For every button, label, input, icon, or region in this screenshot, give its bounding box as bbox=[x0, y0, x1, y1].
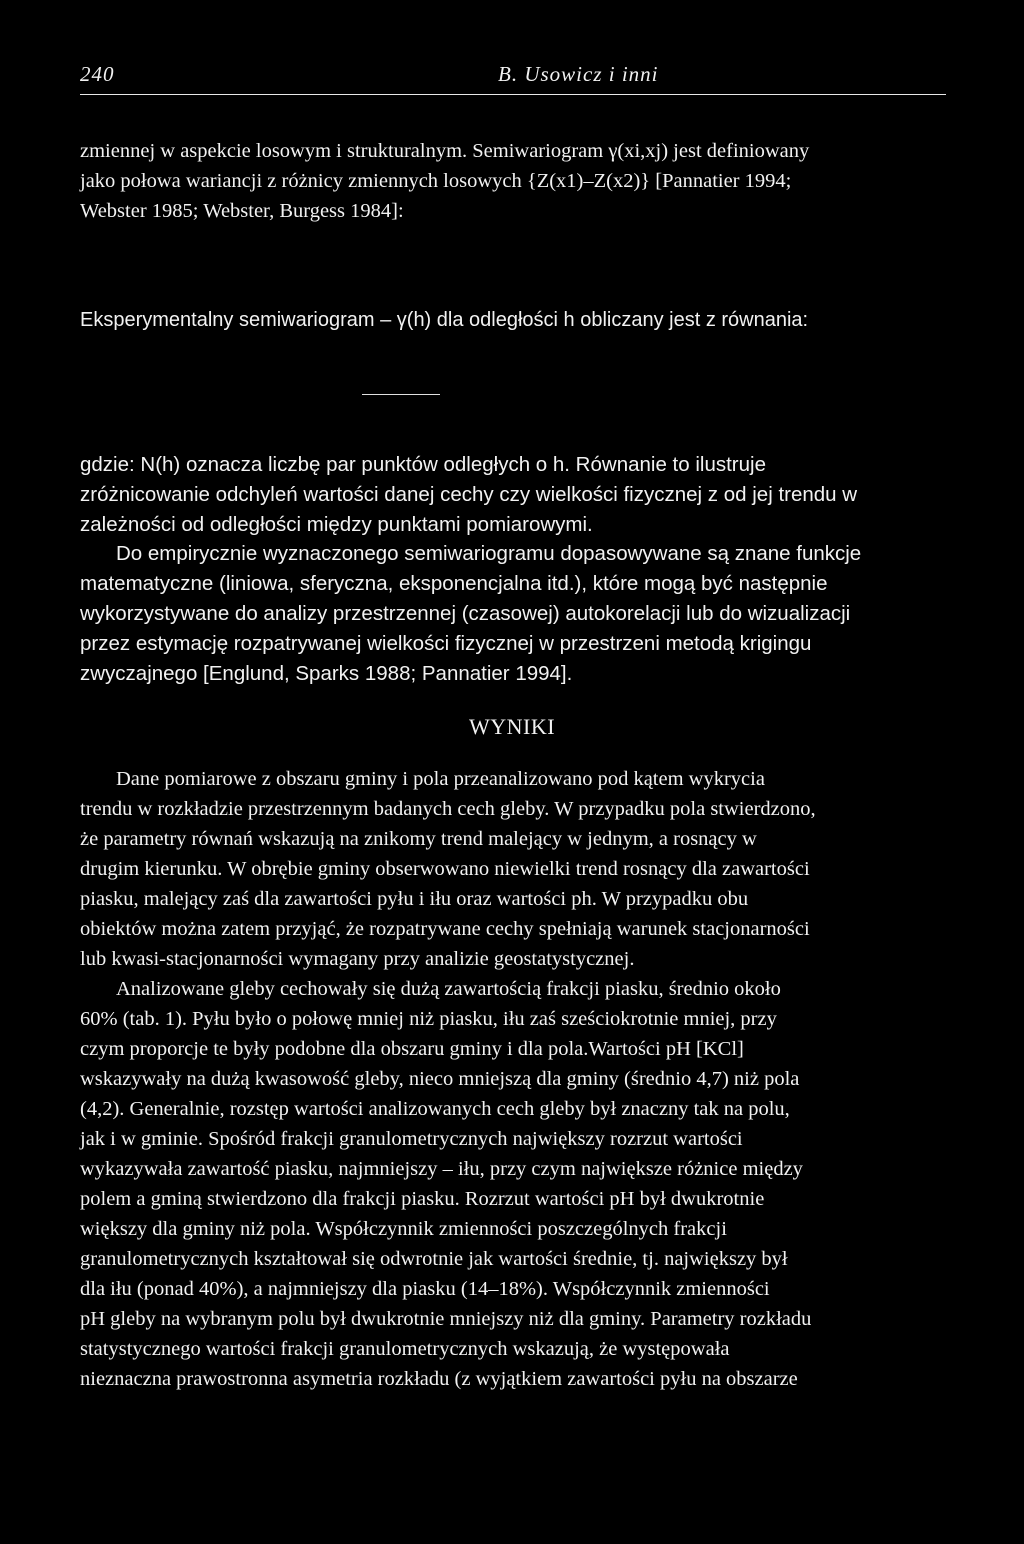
text-line: trendu w rozkładzie przestrzennym badanych cech gleby. W przypadku pola stwierdzono, bbox=[80, 798, 816, 820]
text-line: czym proporcje te były podobne dla obszaru gminy i dla pola.Wartości pH [KCl] bbox=[80, 1038, 744, 1060]
text-line: granulometrycznych kształtował się odwrotnie jak wartości średnie, tj. największy był bbox=[80, 1248, 788, 1270]
text-line: drugim kierunku. W obrębie gminy obserwowano niewielki trend rosnący dla zawartości bbox=[80, 858, 810, 880]
paragraph-semivariogram-definition bbox=[80, 136, 948, 226]
text-line: piasku, malejący zaś dla zawartości pyłu i iłu oraz wartości ph. W przypadku obu bbox=[80, 888, 749, 910]
text-line: Analizowane gleby cechowały się dużą zawartością frakcji piasku, średnio około bbox=[116, 978, 781, 1000]
text-line: polem a gminą stwierdzono dla frakcji piasku. Rozrzut wartości pH był dwukrotnie bbox=[80, 1188, 765, 1210]
text-line: zmiennej w aspekcie losowym i strukturalnym. Semiwariogram γ(xi,xj) jest definiowany bbox=[80, 140, 810, 162]
paragraph-trend-analysis bbox=[80, 764, 948, 974]
text-line: lub kwasi-stacjonarności wymagany przy analizie geostatystycznej. bbox=[80, 948, 635, 970]
paragraph-fitted-functions bbox=[80, 539, 948, 689]
text-line: Do empirycznie wyznaczonego semiwariogramu dopasowywane są znane funkcje bbox=[116, 542, 862, 565]
equation-placeholder-rule bbox=[362, 394, 440, 395]
text-line: zróżnicowanie odchyleń wartości danej cechy czy wielkości fizycznej z od jej trendu w bbox=[80, 483, 858, 506]
text-line: Webster 1985; Webster, Burgess 1984]: bbox=[80, 200, 404, 222]
text-line: gdzie: N(h) oznacza liczbę par punktów odległych o h. Równanie to ilustruje bbox=[80, 453, 766, 476]
text-line: większy dla gminy niż pola. Współczynnik zmienności poszczególnych frakcji bbox=[80, 1218, 727, 1240]
text-line: jako połowa wariancji z różnicy zmiennych losowych {Z(x1)–Z(x2)} [Pannatier 1994; bbox=[80, 170, 792, 192]
text-line: nieznaczna prawostronna asymetria rozkładu (z wyjątkiem zawartości pyłu na obszarze bbox=[80, 1368, 798, 1390]
running-title: B. Usowicz i inni bbox=[498, 62, 659, 86]
text-line: zwyczajnego [Englund, Sparks 1988; Pannatier 1994]. bbox=[80, 662, 573, 685]
text-line: przez estymację rozpatrywanej wielkości fizycznej w przestrzeni metodą krigingu bbox=[80, 632, 812, 655]
text-line: (4,2). Generalnie, rozstęp wartości analizowanych cech gleby był znaczny tak na polu, bbox=[80, 1098, 790, 1120]
text-line: że parametry równań wskazują na znikomy trend malejący w jednym, a rosnący w bbox=[80, 828, 757, 850]
page-number: 240 bbox=[80, 62, 115, 86]
paragraph-experimental-semivariogram bbox=[80, 305, 948, 335]
text-line: jak i w gminie. Spośród frakcji granulometrycznych największy rozrzut wartości bbox=[80, 1128, 743, 1150]
text-line: Eksperymentalny semiwariogram – γ(h) dla odległości h obliczany jest z równania: bbox=[80, 309, 809, 331]
paragraph-equation-explanation bbox=[80, 450, 948, 540]
text-line: matematyczne (liniowa, sferyczna, eksponencjalna itd.), które mogą być następnie bbox=[80, 572, 828, 595]
text-line: obiektów można zatem przyjąć, że rozpatrywane cechy spełniają warunek stacjonarności bbox=[80, 918, 810, 940]
text-line: statystycznego wartości frakcji granulometrycznych wskazują, że występowała bbox=[80, 1338, 730, 1360]
paragraph-soil-properties bbox=[80, 974, 948, 1394]
running-header bbox=[80, 60, 946, 95]
text-line: 60% (tab. 1). Pyłu było o połowę mniej niż piasku, iłu zaś sześciokrotnie mniej, przy bbox=[80, 1008, 777, 1030]
text-line: wykazywała zawartość piasku, najmniejszy – iłu, przy czym największe różnice między bbox=[80, 1158, 803, 1180]
section-heading-results: WYNIKI bbox=[468, 714, 556, 739]
text-line: dla iłu (ponad 40%), a najmniejszy dla piasku (14–18%). Współczynnik zmienności bbox=[80, 1278, 770, 1300]
text-line: wskazywały na dużą kwasowość gleby, nieco mniejszą dla gminy (średnio 4,7) niż pola bbox=[80, 1068, 800, 1090]
text-line: pH gleby na wybranym polu był dwukrotnie mniejszy niż dla gminy. Parametry rozkładu bbox=[80, 1308, 812, 1330]
text-line: wykorzystywane do analizy przestrzennej (czasowej) autokorelacji lub do wizualizacji bbox=[80, 602, 851, 625]
text-line: Dane pomiarowe z obszaru gminy i pola przeanalizowano pod kątem wykrycia bbox=[116, 768, 765, 790]
text-line: zależności od odległości między punktami pomiarowymi. bbox=[80, 513, 593, 536]
